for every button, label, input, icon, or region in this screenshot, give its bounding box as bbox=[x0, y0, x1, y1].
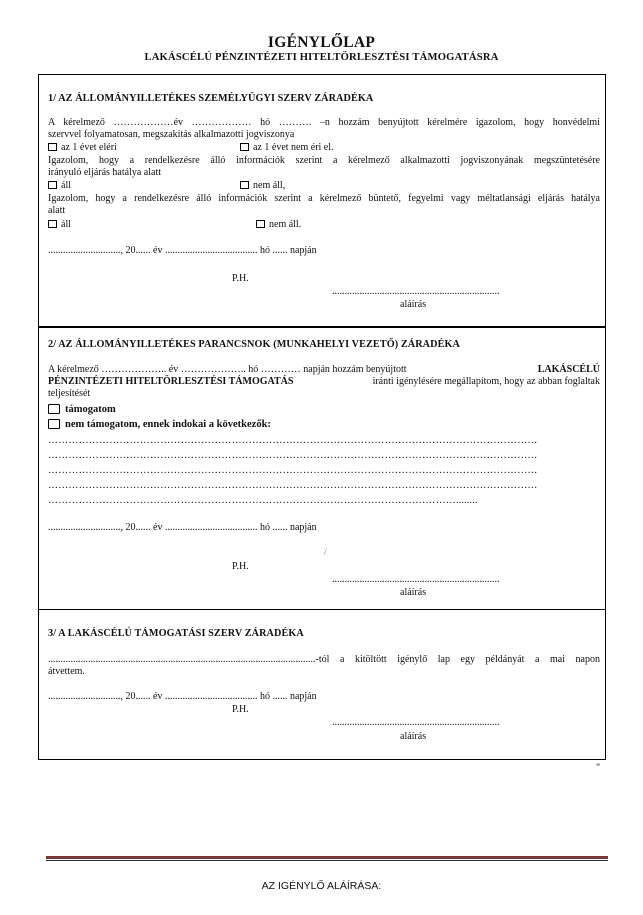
section-3-date-line[interactable]: ............................., 20...... év ..................................... hó ...... napján bbox=[48, 691, 317, 702]
checkbox-nem-all-b-label: nem áll. bbox=[269, 219, 302, 230]
section-2-para-line2-a: PÉNZINTÉZETI HITELTÖRLESZTÉSI TÁMOGATÁS bbox=[48, 376, 294, 387]
footer-divider-thin bbox=[46, 860, 608, 861]
checkbox-1ev-eleri[interactable] bbox=[48, 142, 117, 155]
reason-line[interactable]: …………………………………………………………………………………………………………........ bbox=[48, 495, 478, 506]
section-2-para-line1 bbox=[48, 364, 600, 377]
section-2-slash-mark: / bbox=[324, 547, 327, 558]
section-1-para3-line2: alatt bbox=[48, 205, 66, 216]
section-1-para1-line1: A kérelmező ………………év ……………… hó ………. –n hozzám benyújtott kérelmére igazolom, hogy honvédelmi bbox=[48, 117, 600, 128]
section-3-para-line1: ...........................................................................................................-tól a kitöltött igénylő lap egy példányát a mai napon bbox=[48, 654, 600, 665]
reason-line[interactable]: ……………………………………………………………………………………………………………………………… bbox=[48, 450, 538, 461]
checkbox-icon[interactable] bbox=[48, 181, 57, 189]
checkbox-tamogatom[interactable] bbox=[48, 404, 116, 417]
section-1-stamp-ph: P.H. bbox=[232, 273, 249, 284]
section-1-para2-line1: Igazolom, hogy a rendelkezésre álló információk szerint a kérelmező alkalmazotti jogviszonyának megszüntetésére bbox=[48, 155, 600, 166]
footer-divider bbox=[46, 856, 608, 859]
checkbox-all-b[interactable] bbox=[48, 219, 71, 232]
form-subtitle: LAKÁSCÉLÚ PÉNZINTÉZETI HITELTÖRLESZTÉSI TÁMOGATÁSRA bbox=[144, 52, 499, 63]
checkbox-icon[interactable] bbox=[256, 220, 265, 228]
section-1-title: 1/ AZ ÁLLOMÁNYILLETÉKES SZEMÉLYÜGYI SZERV ZÁRADÉKA bbox=[48, 93, 374, 104]
section-3-signature-label: aláírás bbox=[400, 731, 427, 742]
checkbox-nem-tamogatom[interactable] bbox=[48, 419, 271, 432]
applicant-signature-label: AZ IGÉNYLŐ ALÁÍRÁSA: bbox=[261, 880, 382, 892]
section-1-para3-line1: Igazolom, hogy a rendelkezésre álló információk szerint a kérelmező büntető, fegyelmi vagy méltatlansági eljárás hatálya bbox=[48, 193, 600, 204]
checkbox-all-a[interactable] bbox=[48, 180, 71, 193]
section-1-date-line[interactable]: ............................., 20...... év ..................................... hó ...... napján bbox=[48, 245, 317, 256]
section-1-para2-line2: irányuló eljárás hatálya alatt bbox=[48, 167, 162, 178]
section-2-para-line2 bbox=[48, 376, 600, 389]
checkbox-icon[interactable] bbox=[48, 419, 60, 429]
stray-quote-mark: ” bbox=[596, 762, 600, 772]
section-3-para-line2: átvettem. bbox=[48, 666, 85, 677]
section-3-signature-line[interactable]: ................................................................... bbox=[332, 717, 500, 728]
section-2-signature-label: aláírás bbox=[400, 587, 427, 598]
section-2-box bbox=[38, 326, 606, 610]
checkbox-nem-all-a-label: nem áll, bbox=[253, 180, 286, 191]
section-1-box bbox=[38, 74, 606, 328]
checkbox-icon[interactable] bbox=[48, 143, 57, 151]
section-2-title: 2/ AZ ÁLLOMÁNYILLETÉKES PARANCSNOK (MUNKAHELYI VEZETŐ) ZÁRADÉKA bbox=[48, 339, 460, 350]
section-3-stamp-ph: P.H. bbox=[232, 704, 249, 715]
section-2-para-line3: teljesítését bbox=[48, 388, 91, 399]
section-1-signature-line[interactable]: ................................................................... bbox=[332, 286, 500, 297]
section-2-para-line1-b: LAKÁSCÉLÚ bbox=[537, 364, 600, 375]
checkbox-icon[interactable] bbox=[48, 220, 57, 228]
checkbox-nem-all-b[interactable] bbox=[256, 219, 301, 232]
checkbox-1ev-nem-eri-el[interactable] bbox=[240, 142, 334, 155]
checkbox-nem-all-a[interactable] bbox=[240, 180, 285, 193]
section-2-signature-line[interactable]: ................................................................... bbox=[332, 574, 500, 585]
reason-line[interactable]: ……………………………………………………………………………………………………………………………… bbox=[48, 480, 538, 491]
section-1-para1-line2: szervvel folyamatosan, megszakítás alkalmazotti jogviszonya bbox=[48, 129, 295, 140]
checkbox-all-a-label: áll bbox=[61, 180, 71, 191]
section-3-title: 3/ A LAKÁSCÉLÚ TÁMOGATÁSI SZERV ZÁRADÉKA bbox=[48, 628, 304, 639]
checkbox-1ev-nem-label: az 1 évet nem éri el. bbox=[253, 142, 334, 153]
form-title: IGÉNYLŐLAP bbox=[267, 34, 376, 51]
section-2-stamp-ph: P.H. bbox=[232, 561, 249, 572]
section-3-box bbox=[38, 609, 606, 760]
checkbox-1ev-eleri-label: az 1 évet eléri bbox=[61, 142, 117, 153]
checkbox-icon[interactable] bbox=[240, 181, 249, 189]
checkbox-icon[interactable] bbox=[240, 143, 249, 151]
section-2-para-line2-b: iránti igénylésére megállapítom, hogy az abban foglaltak bbox=[372, 376, 600, 387]
reason-line[interactable]: ……………………………………………………………………………………………………………………………… bbox=[48, 465, 538, 476]
checkbox-all-b-label: áll bbox=[61, 219, 71, 230]
checkbox-tamogatom-label: támogatom bbox=[65, 404, 116, 415]
section-2-para-line1-a: A kérelmező ……………….. év ……………….. hó ………… napján hozzám benyújtott bbox=[48, 364, 407, 375]
section-2-date-line[interactable]: ............................., 20...... év ..................................... hó ...... napján bbox=[48, 522, 317, 533]
reason-line[interactable]: ……………………………………………………………………………………………………………………………… bbox=[48, 435, 538, 446]
checkbox-nem-tamogatom-label: nem támogatom, ennek indokai a következők: bbox=[65, 419, 271, 430]
checkbox-icon[interactable] bbox=[48, 404, 60, 414]
section-1-signature-label: aláírás bbox=[400, 299, 427, 310]
